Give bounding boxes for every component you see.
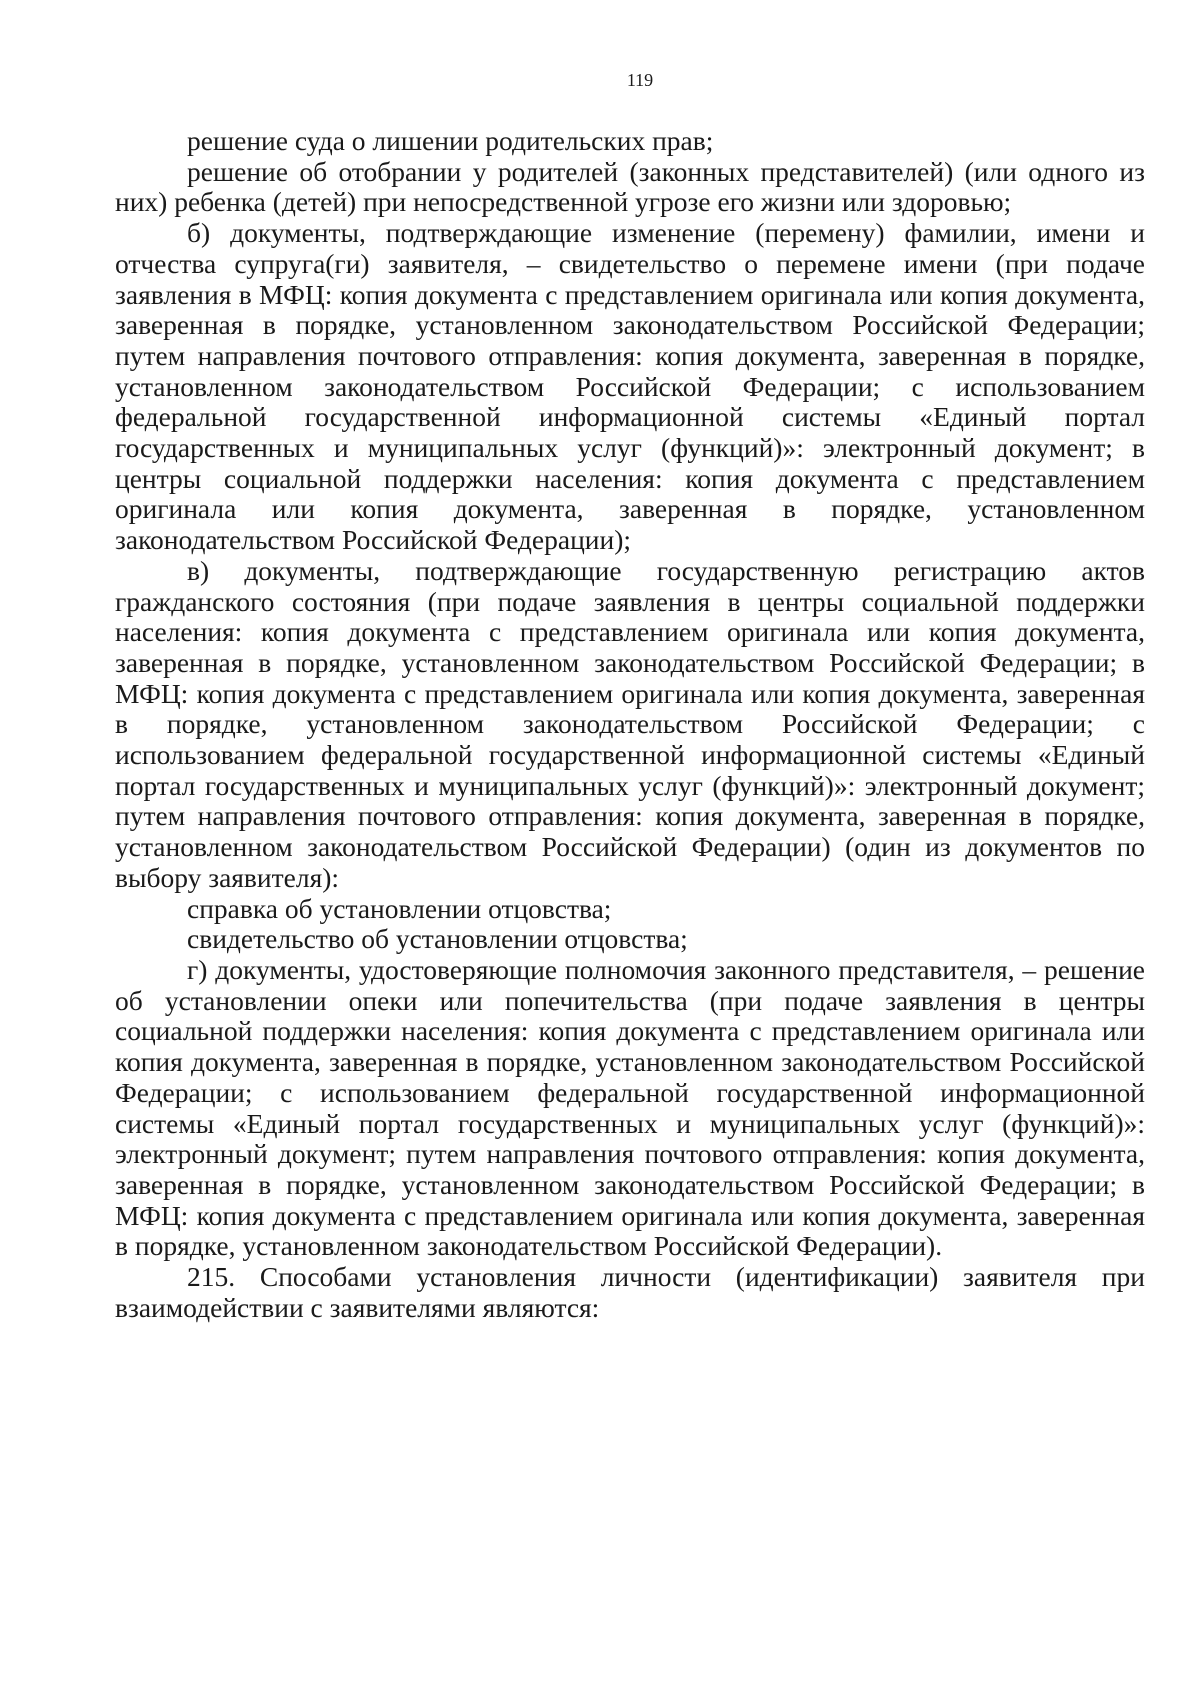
- paragraph-item-b-name-change: б) документы, подтверждающие изменение (перемену) фамилии, имени и отчества супруга(ги) заявителя, – свидетельство о перемене имени (при подаче заявления в МФЦ: копия документа с представлением оригинала или копия документа, заверенная в порядке, установленном законодательством Российской Федерации; путем направления почтового отправления: копия документа, заверенная в порядке, установленном законодательством Российской Федерации; с использованием федеральной государственной информационной системы «Единый портал государственных и муниципальных услуг (функций)»: электронный документ; в центры социальной поддержки населения: копия документа с представлением оригинала или копия документа, заверенная в порядке, установленном законодательством Российской Федерации);: [115, 217, 1145, 556]
- paragraph-removal-decision: решение об отобрании у родителей (законных представителей) (или одного из них) ребенка (детей) при непосредственной угрозе его жизни или здоровью;: [115, 155, 1145, 218]
- paragraph-215-identification: 215. Способами установления личности (идентификации) заявителя при взаимодействии с заявителями являются:: [115, 1261, 1145, 1323]
- paragraph-item-g-legal-representative: г) документы, удостоверяющие полномочия законного представителя, – решение об установлении опеки или попечительства (при подаче заявления в центры социальной поддержки населения: копия документа с представлением оригинала или копия документа, заверенная в порядке, установленном законодательством Российской Федерации; с использованием федеральной государственной информационной системы «Единый портал государственных и муниципальных услуг (функций)»: электронный документ; путем направления почтового отправления: копия документа, заверенная в порядке, установленном законодательством Российской Федерации; в МФЦ: копия документа с представлением оригинала или копия документа, заверенная в порядке, установленном законодательством Российской Федерации).: [115, 953, 1145, 1262]
- paragraph-paternity-certificate-note: справка об установлении отцовства;: [187, 892, 612, 924]
- paragraph-paternity-certificate: свидетельство об установлении отцовства;: [187, 923, 688, 955]
- document-body: [115, 126, 1145, 1323]
- paragraph-item-v-civil-registration: в) документы, подтверждающие государственную регистрацию актов гражданского состояния (при подаче заявления в центры социальной поддержки населения: копия документа с представлением оригинала или копия документа, заверенная в порядке, установленном законодательством Российской Федерации; в МФЦ: копия документа с представлением оригинала или копия документа, заверенная в порядке, установленном законодательством Российской Федерации; с использованием федеральной государственной информационной системы «Единый портал государственных и муниципальных услуг (функций)»: электронный документ; путем направления почтового отправления: копия документа, заверенная в порядке, установленном законодательством Российской Федерации) (один из документов по выбору заявителя):: [115, 554, 1145, 893]
- paragraph-court-decision: решение суда о лишении родительских прав;: [187, 125, 714, 156]
- page-number: 119: [626, 70, 654, 90]
